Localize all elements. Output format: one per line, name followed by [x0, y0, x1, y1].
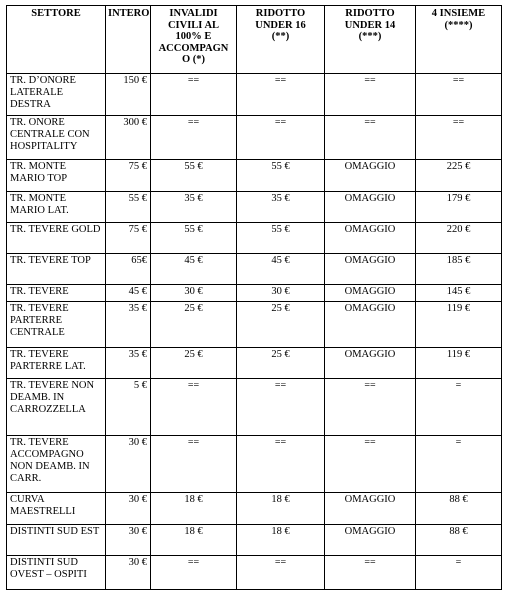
under14-cell: OMAGGIO: [325, 222, 416, 253]
insieme-cell: 119 €: [416, 347, 502, 378]
under16-cell: ==: [237, 555, 325, 589]
invalidi-cell: ==: [151, 555, 237, 589]
under16-cell: 30 €: [237, 285, 325, 302]
under14-cell: OMAGGIO: [325, 285, 416, 302]
sector-cell: TR. ONORE CENTRALE CON HOSPITALITY: [7, 116, 106, 160]
table-row: [7, 191, 502, 222]
under14-cell: OMAGGIO: [325, 524, 416, 555]
sector-cell: TR. D’ONORE LATERALE DESTRA: [7, 74, 106, 116]
intero-cell: 35 €: [106, 347, 151, 378]
intero-cell: 300 €: [106, 116, 151, 160]
intero-cell: 75 €: [106, 160, 151, 191]
invalidi-cell: 45 €: [151, 254, 237, 285]
insieme-cell: 179 €: [416, 191, 502, 222]
invalidi-cell: ==: [151, 436, 237, 493]
insieme-cell: =: [416, 436, 502, 493]
invalidi-cell: 18 €: [151, 493, 237, 524]
table-row: [7, 285, 502, 302]
under14-cell: ==: [325, 378, 416, 435]
table-row: [7, 555, 502, 589]
sector-cell: TR. MONTE MARIO TOP: [7, 160, 106, 191]
table-row: [7, 302, 502, 347]
intero-cell: 30 €: [106, 524, 151, 555]
under14-cell: OMAGGIO: [325, 493, 416, 524]
invalidi-cell: 55 €: [151, 222, 237, 253]
header-settore: SETTORE: [7, 6, 106, 74]
insieme-cell: ==: [416, 116, 502, 160]
table-row: [7, 222, 502, 253]
table-row: [7, 524, 502, 555]
under14-cell: ==: [325, 436, 416, 493]
sector-cell: TR. TEVERE NON DEAMB. IN CARROZZELLA: [7, 378, 106, 435]
under16-cell: 25 €: [237, 302, 325, 347]
invalidi-cell: 25 €: [151, 302, 237, 347]
under14-cell: OMAGGIO: [325, 160, 416, 191]
insieme-cell: 119 €: [416, 302, 502, 347]
table-row: [7, 160, 502, 191]
ticket-price-table: [6, 5, 502, 590]
header-invalidi: INVALIDI CIVILI AL 100% E ACCOMPAGN O (*): [151, 6, 237, 74]
intero-cell: 5 €: [106, 378, 151, 435]
sector-cell: TR. TEVERE PARTERRE CENTRALE: [7, 302, 106, 347]
intero-cell: 150 €: [106, 74, 151, 116]
insieme-cell: ==: [416, 74, 502, 116]
under16-cell: 55 €: [237, 160, 325, 191]
under14-cell: OMAGGIO: [325, 347, 416, 378]
table-row: [7, 378, 502, 435]
under16-cell: 55 €: [237, 222, 325, 253]
under14-cell: ==: [325, 116, 416, 160]
invalidi-cell: 25 €: [151, 347, 237, 378]
invalidi-cell: ==: [151, 74, 237, 116]
header-insieme: 4 INSIEME (****): [416, 6, 502, 74]
under14-cell: ==: [325, 74, 416, 116]
table-row: [7, 436, 502, 493]
under16-cell: 18 €: [237, 524, 325, 555]
sector-cell: DISTINTI SUD OVEST – OSPITI: [7, 555, 106, 589]
header-under16: RIDOTTO UNDER 16 (**): [237, 6, 325, 74]
insieme-cell: 88 €: [416, 493, 502, 524]
under14-cell: OMAGGIO: [325, 302, 416, 347]
invalidi-cell: 35 €: [151, 191, 237, 222]
table-row: [7, 347, 502, 378]
insieme-cell: 225 €: [416, 160, 502, 191]
invalidi-cell: 55 €: [151, 160, 237, 191]
intero-cell: 45 €: [106, 285, 151, 302]
under16-cell: 18 €: [237, 493, 325, 524]
intero-cell: 75 €: [106, 222, 151, 253]
header-intero: INTERO: [106, 6, 151, 74]
insieme-cell: 220 €: [416, 222, 502, 253]
intero-cell: 35 €: [106, 302, 151, 347]
header-under14: RIDOTTO UNDER 14 (***): [325, 6, 416, 74]
insieme-cell: =: [416, 555, 502, 589]
insieme-cell: 88 €: [416, 524, 502, 555]
intero-cell: 65€: [106, 254, 151, 285]
under16-cell: ==: [237, 74, 325, 116]
insieme-cell: 185 €: [416, 254, 502, 285]
table-row: [7, 116, 502, 160]
under16-cell: 45 €: [237, 254, 325, 285]
sector-cell: TR. TEVERE GOLD: [7, 222, 106, 253]
insieme-cell: 145 €: [416, 285, 502, 302]
table-row: [7, 254, 502, 285]
sector-cell: TR. TEVERE ACCOMPAGNO NON DEAMB. IN CARR.: [7, 436, 106, 493]
under14-cell: ==: [325, 555, 416, 589]
invalidi-cell: ==: [151, 378, 237, 435]
insieme-cell: =: [416, 378, 502, 435]
invalidi-cell: 30 €: [151, 285, 237, 302]
intero-cell: 30 €: [106, 493, 151, 524]
table-row: [7, 493, 502, 524]
under16-cell: 35 €: [237, 191, 325, 222]
intero-cell: 30 €: [106, 436, 151, 493]
sector-cell: CURVA MAESTRELLI: [7, 493, 106, 524]
intero-cell: 55 €: [106, 191, 151, 222]
invalidi-cell: ==: [151, 116, 237, 160]
under16-cell: ==: [237, 378, 325, 435]
under16-cell: ==: [237, 436, 325, 493]
intero-cell: 30 €: [106, 555, 151, 589]
under14-cell: OMAGGIO: [325, 254, 416, 285]
under14-cell: OMAGGIO: [325, 191, 416, 222]
table-row: [7, 74, 502, 116]
sector-cell: TR. TEVERE: [7, 285, 106, 302]
invalidi-cell: 18 €: [151, 524, 237, 555]
sector-cell: TR. TEVERE PARTERRE LAT.: [7, 347, 106, 378]
under16-cell: ==: [237, 116, 325, 160]
sector-cell: DISTINTI SUD EST: [7, 524, 106, 555]
sector-cell: TR. MONTE MARIO LAT.: [7, 191, 106, 222]
sector-cell: TR. TEVERE TOP: [7, 254, 106, 285]
under16-cell: 25 €: [237, 347, 325, 378]
header-row: [7, 6, 502, 74]
